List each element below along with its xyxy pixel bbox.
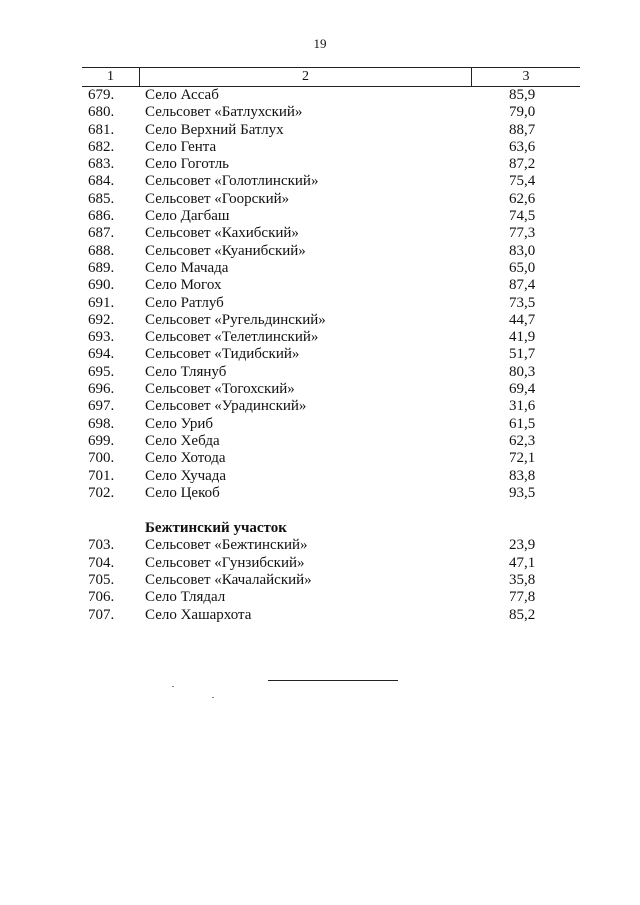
row-val: 80,3 (509, 363, 536, 380)
row-name: Село Хучада (145, 467, 227, 484)
row-num: 693. (88, 329, 115, 346)
row-val: 93,5 (509, 484, 536, 501)
row-name: Село Тлянуб (145, 363, 227, 380)
row-name: Село Хашархота (145, 606, 252, 623)
table-row (82, 260, 580, 277)
table-row (82, 450, 580, 467)
page-number: 19 (313, 36, 327, 51)
row-name: Село Ассаб (145, 87, 219, 103)
row-val: 61,5 (509, 415, 536, 432)
row-val: 41,9 (509, 329, 536, 346)
table-row (82, 173, 580, 190)
row-name: Село Хотода (145, 450, 226, 467)
row-num: 683. (88, 156, 115, 173)
row-name: Сельсовет «Кахибский» (145, 225, 299, 242)
table-row (82, 87, 580, 104)
table-row (82, 346, 580, 363)
row-name: Село Дагбаш (145, 208, 230, 225)
table-row (82, 607, 580, 624)
table-row (82, 398, 580, 415)
table-row (82, 225, 580, 242)
table-row (82, 433, 580, 450)
row-num: 691. (88, 294, 115, 311)
section-title: Бежтинский участок (145, 520, 287, 537)
row-name: Сельсовет «Тогохский» (145, 381, 295, 398)
row-val: 72,1 (509, 450, 536, 467)
row-name: Сельсовет «Урадинский» (145, 398, 307, 415)
row-num: 694. (88, 346, 115, 363)
table-row (82, 191, 580, 208)
row-num: 688. (88, 242, 115, 259)
row-name: Село Уриб (145, 415, 214, 432)
row-num: 687. (88, 225, 115, 242)
row-num: 690. (88, 277, 115, 294)
row-num: 707. (88, 606, 115, 623)
row-name: Сельсовет «Ругельдинский» (145, 311, 326, 328)
row-num: 706. (88, 589, 115, 606)
row-num: 696. (88, 381, 115, 398)
row-val: 77,3 (509, 225, 536, 242)
row-val: 47,1 (509, 554, 536, 571)
row-val: 77,8 (509, 589, 536, 606)
row-val: 69,4 (509, 381, 536, 398)
row-name: Сельсовет «Гунзибский» (145, 554, 305, 571)
row-val: 83,0 (509, 242, 536, 259)
row-num: 689. (88, 259, 115, 276)
row-name: Село Гента (145, 138, 217, 155)
table-row (82, 537, 580, 554)
row-num: 705. (88, 572, 115, 589)
table-row (82, 485, 580, 502)
row-num: 698. (88, 415, 115, 432)
table-row (82, 381, 580, 398)
row-num: 700. (88, 450, 115, 467)
table-row (82, 277, 580, 294)
row-name: Село Мачада (145, 259, 229, 276)
table-row (82, 295, 580, 312)
row-num: 692. (88, 311, 115, 328)
table-row (82, 139, 580, 156)
row-val: 35,8 (509, 572, 536, 589)
row-val: 85,9 (509, 87, 536, 103)
row-val: 73,5 (509, 294, 536, 311)
table-row (82, 416, 580, 433)
row-name: Село Цекоб (145, 484, 220, 501)
table-header (82, 67, 580, 87)
row-name: Сельсовет «Качалайский» (145, 572, 312, 589)
row-name: Село Хебда (145, 432, 220, 449)
row-num: 703. (88, 537, 115, 554)
footer-rule (268, 680, 398, 681)
row-val: 75,4 (509, 173, 536, 190)
table-row (82, 589, 580, 606)
row-num: 685. (88, 190, 115, 207)
row-val: 44,7 (509, 311, 536, 328)
row-num: 681. (88, 121, 115, 138)
row-name: Село Ратлуб (145, 294, 224, 311)
header-col-2: 2 (139, 68, 472, 86)
row-name: Село Верхний Батлух (145, 121, 284, 138)
row-val: 83,8 (509, 467, 536, 484)
row-num: 680. (88, 104, 115, 121)
table-row (82, 208, 580, 225)
row-val: 65,0 (509, 259, 536, 276)
row-num: 697. (88, 398, 115, 415)
row-name: Село Гоготль (145, 156, 230, 173)
header-col-3: 3 (522, 69, 530, 84)
table-row (82, 243, 580, 260)
row-num: 699. (88, 432, 115, 449)
row-val: 79,0 (509, 104, 536, 121)
table-body-part2 (82, 537, 580, 623)
settlements-table (82, 67, 580, 624)
row-num: 682. (88, 138, 115, 155)
row-val: 62,6 (509, 190, 536, 207)
row-name: Село Тлядал (145, 589, 226, 606)
scan-speck (212, 697, 214, 698)
section-gap (82, 502, 580, 520)
row-name: Сельсовет «Гоорский» (145, 190, 290, 207)
table-row (82, 572, 580, 589)
table-row (82, 468, 580, 485)
row-name: Сельсовет «Тидибский» (145, 346, 300, 363)
row-num: 684. (88, 173, 115, 190)
row-name: Село Могох (145, 277, 222, 294)
table-body-part1 (82, 87, 580, 502)
row-num: 702. (88, 484, 115, 501)
table-row (82, 156, 580, 173)
row-num: 704. (88, 554, 115, 571)
scan-speck (172, 686, 174, 687)
row-val: 88,7 (509, 121, 536, 138)
table-row (82, 555, 580, 572)
row-num: 679. (88, 87, 115, 103)
row-val: 62,3 (509, 432, 536, 449)
row-val: 87,2 (509, 156, 536, 173)
table-row (82, 312, 580, 329)
row-num: 695. (88, 363, 115, 380)
table-row (82, 329, 580, 346)
row-name: Сельсовет «Голотлинский» (145, 173, 319, 190)
row-val: 31,6 (509, 398, 536, 415)
table-row (82, 104, 580, 121)
header-col-1: 1 (107, 69, 114, 84)
table-row (82, 122, 580, 139)
row-val: 51,7 (509, 346, 536, 363)
row-val: 74,5 (509, 208, 536, 225)
row-name: Сельсовет «Куанибский» (145, 242, 306, 259)
row-val: 23,9 (509, 537, 536, 554)
row-name: Сельсовет «Телетлинский» (145, 329, 319, 346)
row-name: Сельсовет «Бежтинский» (145, 537, 308, 554)
row-val: 85,2 (509, 606, 536, 623)
row-num: 686. (88, 208, 115, 225)
table-row (82, 364, 580, 381)
row-name: Сельсовет «Батлухский» (145, 104, 303, 121)
row-val: 63,6 (509, 138, 536, 155)
row-num: 701. (88, 467, 115, 484)
row-val: 87,4 (509, 277, 536, 294)
